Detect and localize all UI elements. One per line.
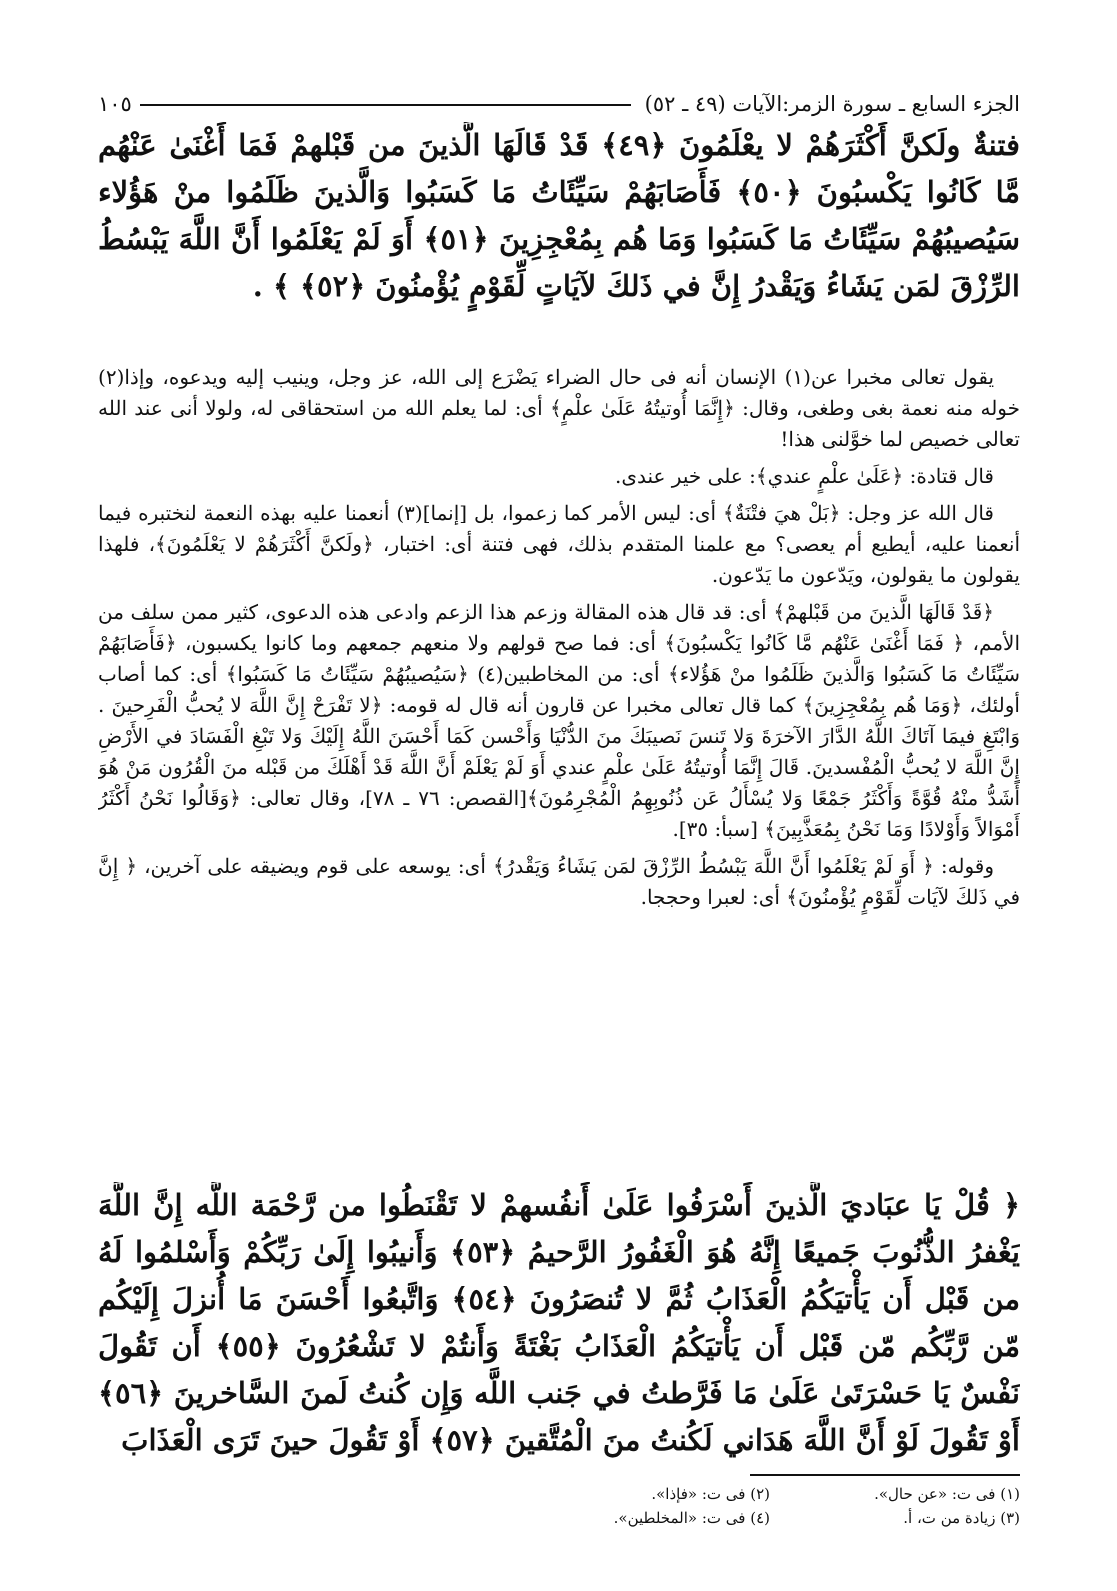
- header-rule: [140, 104, 631, 106]
- verses-bottom: ﴿ قُلْ يَا عبَاديَ الَّذينَ أَسْرَفُوا عَلَىٰ أَنفُسهمْ لا تَقْنَطُوا من رَّحْمَة اللَّه إِنَّ اللَّهَ يَغْفرُ الذُّنُوبَ جَميعًا إِنَّهُ هُوَ الْغَفُورُ الرَّحيمُ ﴿٥٣﴾ وَأَنيبُوا إِلَىٰ رَبِّكُمْ وَأَسْلمُوا لَهُ من قَبْل أَن يَأْتيَكُمُ الْعَذَابُ ثُمَّ لا تُنصَرُونَ ﴿٥٤﴾ وَاتَّبعُوا أَحْسَنَ مَا أُنزلَ إِلَيْكُم مّن رَّبِّكُم مّن قَبْل أَن يَأْتيَكُمُ الْعَذَابُ بَغْتَةً وَأَنتُمْ لا تَشْعُرُونَ ﴿٥٥﴾ أَن تَقُولَ نَفْسٌ يَا حَسْرَتَىٰ عَلَىٰ مَا فَرَّطتُ في جَنب اللَّه وَإِن كُنتُ لَمنَ السَّاخرينَ ﴿٥٦﴾ أَوْ تَقُولَ لَوْ أَنَّ اللَّهَ هَدَاني لَكُنتُ منَ الْمُتَّقينَ ﴿٥٧﴾ أَوْ تَقُولَ حينَ تَرَى الْعَذَابَ: [98, 1188, 1020, 1457]
- running-header: [98, 82, 1020, 116]
- footnotes: [98, 1482, 1020, 1530]
- footnote: (٤) فى ت: «المخلطين».: [613, 1509, 770, 1527]
- footnote-row: [98, 1482, 1020, 1506]
- book-page: [98, 82, 1020, 1562]
- paragraph: ﴿قَدْ قَالَهَا الَّذينَ من قَبْلهمْ﴾ أى: قد قال هذه المقالة وزعم هذا الزعم وادعى هذه الدعوى، كثير ممن سلف من الأمم، ﴿ فَمَا أَغْنَىٰ عَنْهُم مَّا كَانُوا يَكْسبُونَ﴾ أى: فما صح قولهم ولا منعهم جمعهم وما كانوا يكسبون، ﴿فَأَصَابَهُمْ سَيِّئَاتُ مَا كَسَبُوا وَالَّذينَ ظَلَمُوا منْ هَؤُلاء﴾ أى: من المخاطبين(٤) ﴿سَيُصيبُهُمْ سَيِّئَاتُ مَا كَسَبُوا﴾ أى: كما أصاب أولئك، ﴿وَمَا هُم بِمُعْجِزِينَ﴾ كما قال تعالى مخبرا عن قارون أنه قال له قومه: ﴿لا تَفْرَحْ إِنَّ اللَّهَ لا يُحبُّ الْفَرِحينَ . وَابْتَغِ فيمَا آتَاكَ اللَّهُ الدَّارَ الآخرَةَ وَلا تَنسَ نَصيبَكَ منَ الدُّنْيَا وَأَحْسن كَمَا أَحْسَنَ اللَّهُ إِلَيْكَ وَلا تَبْغِ الْفَسَادَ في الأَرْضِ إِنَّ اللَّهَ لا يُحبُّ الْمُفْسدينَ. قَالَ إِنَّمَا أُوتيتُهُ عَلَىٰ علْمٍ عندي أَوَ لَمْ يَعْلَمْ أَنَّ اللَّهَ قَدْ أَهْلَكَ من قَبْله منَ الْقُرُون مَنْ هُوَ أَشَدُّ منْهُ قُوَّةً وَأَكْثَرُ جَمْعًا وَلا يُسْأَلُ عَن ذُنُوبِهِمُ الْمُجْرِمُونَ﴾[القصص: ٧٦ ـ ٧٨]، وقال تعالى: ﴿وَقَالُوا نَحْنُ أَكْثَرُ أَمْوَالاً وَأَوْلادًا وَمَا نَحْنُ بِمُعَذَّبِينَ﴾ [سبأ: ٣٥].: [98, 600, 1020, 841]
- header-title: الجزء السابع ـ سورة الزمر:الآيات (٤٩ ـ ٥٢): [644, 92, 1020, 116]
- paragraph: قال قتادة: ﴿عَلَىٰ علْمٍ عندي﴾: على خير عندى.: [614, 464, 994, 488]
- paragraph: وقوله: ﴿ أَوَ لَمْ يَعْلَمُوا أَنَّ اللَّهَ يَبْسُطُ الرِّزْقَ لمَن يَشَاءُ وَيَقْدرُ﴾ أى: يوسعه على قوم ويضيقه على آخرين، ﴿ إِنَّ في ذَلكَ لآيَات لِّقَوْمٍ يُؤْمنُونَ﴾ أى: لعبرا وحججا.: [98, 854, 1020, 909]
- paragraph: يقول تعالى مخبرا عن(١) الإنسان أنه فى حال الضراء يَضْرَع إلى الله، عز وجل، وينيب إليه ويدعوه، وإذا(٢) خوله منه نعمة بغى وطغى، وقال: ﴿إِنَّمَا أُوتيتُهُ عَلَىٰ علْمٍ﴾ أى: لما يعلم الله من استحقاقى له، ولولا أنى عند الله تعالى خصيص لما خوَّلنى هذا!: [98, 365, 1020, 451]
- verses-top: فتنةٌ ولَكنَّ أَكْثَرَهُمْ لا يعْلَمُونَ ﴿٤٩﴾ قَدْ قَالَهَا الَّذينَ من قَبْلهمْ فَمَا أَغْنَىٰ عَنْهُم مَّا كَانُوا يَكْسبُونَ ﴿٥٠﴾ فَأَصَابَهُمْ سَيِّئَاتُ مَا كَسَبُوا وَالَّذينَ ظَلَمُوا منْ هَؤُلاء سَيُصيبُهُمْ سَيِّئَاتُ مَا كَسَبُوا وَمَا هُم بِمُعْجِزِينَ ﴿٥١﴾ أَوَ لَمْ يَعْلَمُوا أَنَّ اللَّهَ يَبْسُطُ الرِّزْقَ لمَن يَشَاءُ وَيَقْدرُ إِنَّ في ذَلكَ لآيَاتٍ لِّقَوْمٍ يُؤْمنُونَ ﴿٥٢﴾ ﴾ .: [98, 128, 1020, 303]
- footnote-row: [98, 1506, 1020, 1530]
- footnote: (٣) زيادة من ت، أ.: [903, 1509, 1020, 1527]
- commentary: [98, 362, 1020, 1177]
- footnote-rule: [750, 1474, 1020, 1476]
- footnote: (٢) فى ت: «فإذا».: [651, 1485, 770, 1503]
- page-number: ١٠٥: [98, 92, 132, 116]
- paragraph: قال الله عز وجل: ﴿بَلْ هيَ فتْنَةٌ﴾ أى: ليس الأمر كما زعموا، بل [إنما](٣) أنعمنا عليه بهذه النعمة لنختبره فيما أنعمنا عليه، أيطيع أم يعصى؟ مع علمنا المتقدم بذلك، فهى فتنة أى: اختبار، ﴿ولَكنَّ أَكْثَرَهُمْ لا يَعْلَمُونَ﴾، فلهذا يقولون ما يقولون، ويَدّعون ما يَدّعون.: [98, 501, 1020, 587]
- footnote: (١) فى ت: «عن حال».: [874, 1485, 1020, 1503]
